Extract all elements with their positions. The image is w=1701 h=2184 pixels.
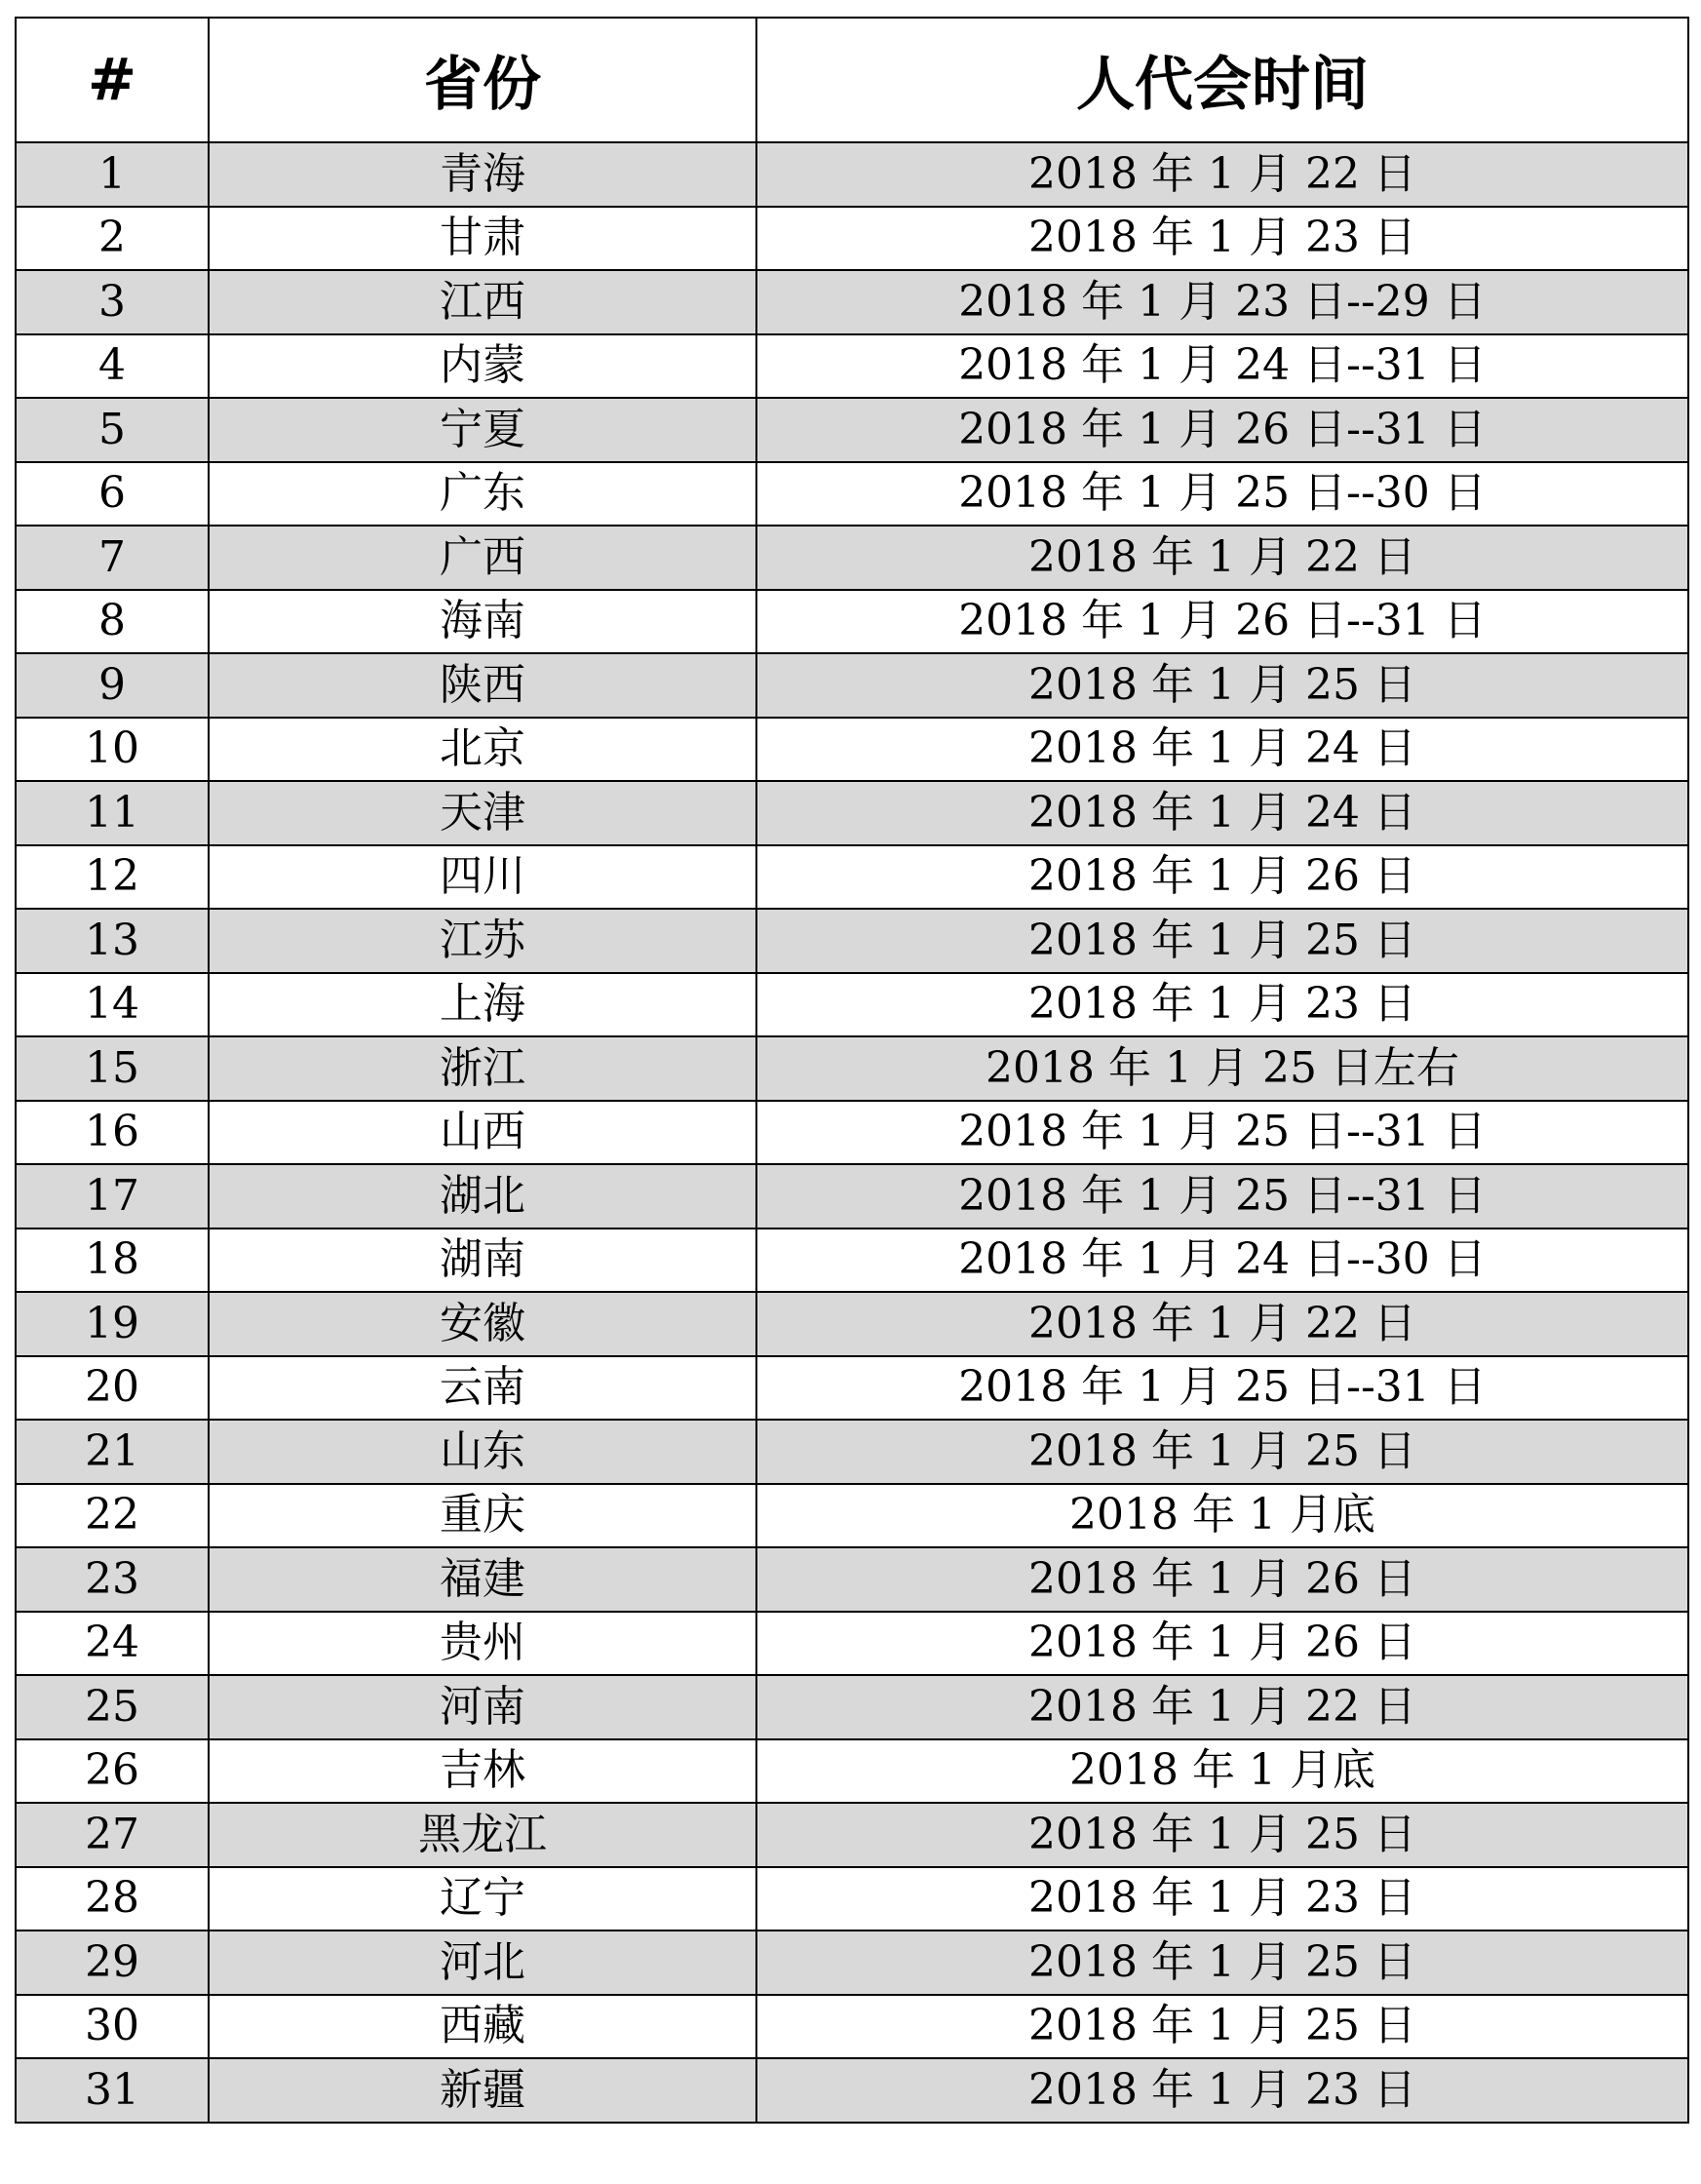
npc-date-cell: 2018 年 1 月 22 日 [756,142,1688,207]
row-number-cell: 27 [16,1803,209,1867]
npc-date-cell: 2018 年 1 月 22 日 [756,1675,1688,1739]
row-number-cell: 22 [16,1484,209,1548]
table-row [16,1356,1688,1421]
table-row [16,142,1688,207]
province-cell: 广东 [209,462,756,526]
row-number-cell: 31 [16,2058,209,2123]
header-province: 省份 [209,18,756,142]
npc-date-cell: 2018 年 1 月 25 日--31 日 [756,1101,1688,1165]
table-row [16,590,1688,654]
province-cell: 贵州 [209,1612,756,1676]
row-number-cell: 8 [16,590,209,654]
table-row [16,1803,1688,1867]
table-row [16,1675,1688,1739]
row-number-cell: 2 [16,207,209,271]
province-cell: 河北 [209,1930,756,1995]
table-row [16,1164,1688,1228]
npc-date-cell: 2018 年 1 月 26 日 [756,845,1688,910]
row-number-cell: 6 [16,462,209,526]
province-cell: 陕西 [209,653,756,718]
province-cell: 青海 [209,142,756,207]
table-row [16,1036,1688,1101]
table-row [16,1484,1688,1548]
table-row [16,845,1688,910]
province-cell: 安徽 [209,1292,756,1356]
table-row [16,207,1688,271]
npc-date-cell: 2018 年 1 月 22 日 [756,1292,1688,1356]
province-cell: 江西 [209,270,756,334]
province-cell: 宁夏 [209,398,756,462]
npc-date-cell: 2018 年 1 月 25 日--30 日 [756,462,1688,526]
province-cell: 上海 [209,973,756,1037]
table-row [16,1995,1688,2059]
row-number-cell: 12 [16,845,209,910]
row-number-cell: 9 [16,653,209,718]
table-row [16,2058,1688,2123]
table-body [16,142,1688,2123]
province-cell: 海南 [209,590,756,654]
province-cell: 云南 [209,1356,756,1421]
province-cell: 甘肃 [209,207,756,271]
npc-schedule-table [15,17,1689,2124]
row-number-cell: 21 [16,1420,209,1484]
table-row [16,1612,1688,1676]
province-cell: 黑龙江 [209,1803,756,1867]
row-number-cell: 10 [16,718,209,782]
row-number-cell: 19 [16,1292,209,1356]
npc-date-cell: 2018 年 1 月 26 日 [756,1547,1688,1612]
npc-date-cell: 2018 年 1 月 25 日 [756,653,1688,718]
row-number-cell: 17 [16,1164,209,1228]
province-cell: 吉林 [209,1739,756,1804]
province-cell: 西藏 [209,1995,756,2059]
npc-date-cell: 2018 年 1 月 25 日 [756,1803,1688,1867]
npc-date-cell: 2018 年 1 月 24 日--31 日 [756,334,1688,399]
table-row [16,1547,1688,1612]
npc-date-cell: 2018 年 1 月 25 日--31 日 [756,1164,1688,1228]
header-number: # [16,18,209,142]
table-row [16,781,1688,845]
npc-date-cell: 2018 年 1 月 25 日 [756,1995,1688,2059]
table-row [16,1867,1688,1931]
npc-date-cell: 2018 年 1 月 25 日 [756,909,1688,973]
province-cell: 湖北 [209,1164,756,1228]
province-cell: 辽宁 [209,1867,756,1931]
province-cell: 北京 [209,718,756,782]
table-row [16,718,1688,782]
province-cell: 广西 [209,526,756,590]
row-number-cell: 20 [16,1356,209,1421]
npc-date-cell: 2018 年 1 月 23 日 [756,1867,1688,1931]
npc-date-cell: 2018 年 1 月 25 日 [756,1930,1688,1995]
table-row [16,1930,1688,1995]
province-cell: 河南 [209,1675,756,1739]
table-row [16,1101,1688,1165]
table-row [16,398,1688,462]
row-number-cell: 5 [16,398,209,462]
npc-date-cell: 2018 年 1 月 23 日 [756,207,1688,271]
row-number-cell: 7 [16,526,209,590]
table-row [16,270,1688,334]
province-cell: 湖南 [209,1228,756,1293]
npc-date-cell: 2018 年 1 月 26 日--31 日 [756,398,1688,462]
row-number-cell: 23 [16,1547,209,1612]
row-number-cell: 28 [16,1867,209,1931]
table-row [16,909,1688,973]
row-number-cell: 24 [16,1612,209,1676]
npc-date-cell: 2018 年 1 月底 [756,1484,1688,1548]
row-number-cell: 14 [16,973,209,1037]
province-cell: 江苏 [209,909,756,973]
table-row [16,1739,1688,1804]
row-number-cell: 18 [16,1228,209,1293]
province-cell: 山西 [209,1101,756,1165]
table-row [16,653,1688,718]
npc-date-cell: 2018 年 1 月 24 日 [756,718,1688,782]
province-cell: 福建 [209,1547,756,1612]
npc-date-cell: 2018 年 1 月 24 日 [756,781,1688,845]
province-cell: 浙江 [209,1036,756,1101]
table-row [16,526,1688,590]
row-number-cell: 16 [16,1101,209,1165]
table-row [16,1228,1688,1293]
province-cell: 四川 [209,845,756,910]
npc-date-cell: 2018 年 1 月 26 日 [756,1612,1688,1676]
npc-date-cell: 2018 年 1 月 25 日--31 日 [756,1356,1688,1421]
table-row [16,334,1688,399]
npc-date-cell: 2018 年 1 月 23 日 [756,973,1688,1037]
row-number-cell: 25 [16,1675,209,1739]
npc-date-cell: 2018 年 1 月 25 日左右 [756,1036,1688,1101]
province-cell: 重庆 [209,1484,756,1548]
table-row [16,1292,1688,1356]
province-cell: 天津 [209,781,756,845]
header-npc-date: 人代会时间 [756,18,1688,142]
table-row [16,1420,1688,1484]
table-row [16,973,1688,1037]
row-number-cell: 26 [16,1739,209,1804]
npc-date-cell: 2018 年 1 月 24 日--30 日 [756,1228,1688,1293]
row-number-cell: 29 [16,1930,209,1995]
table-header-row [16,18,1688,142]
province-cell: 山东 [209,1420,756,1484]
row-number-cell: 30 [16,1995,209,2059]
npc-date-cell: 2018 年 1 月 23 日--29 日 [756,270,1688,334]
row-number-cell: 4 [16,334,209,399]
npc-date-cell: 2018 年 1 月 25 日 [756,1420,1688,1484]
province-cell: 内蒙 [209,334,756,399]
npc-date-cell: 2018 年 1 月 22 日 [756,526,1688,590]
row-number-cell: 3 [16,270,209,334]
province-cell: 新疆 [209,2058,756,2123]
row-number-cell: 1 [16,142,209,207]
table-row [16,462,1688,526]
npc-date-cell: 2018 年 1 月 23 日 [756,2058,1688,2123]
row-number-cell: 13 [16,909,209,973]
row-number-cell: 11 [16,781,209,845]
row-number-cell: 15 [16,1036,209,1101]
npc-date-cell: 2018 年 1 月 26 日--31 日 [756,590,1688,654]
npc-date-cell: 2018 年 1 月底 [756,1739,1688,1804]
